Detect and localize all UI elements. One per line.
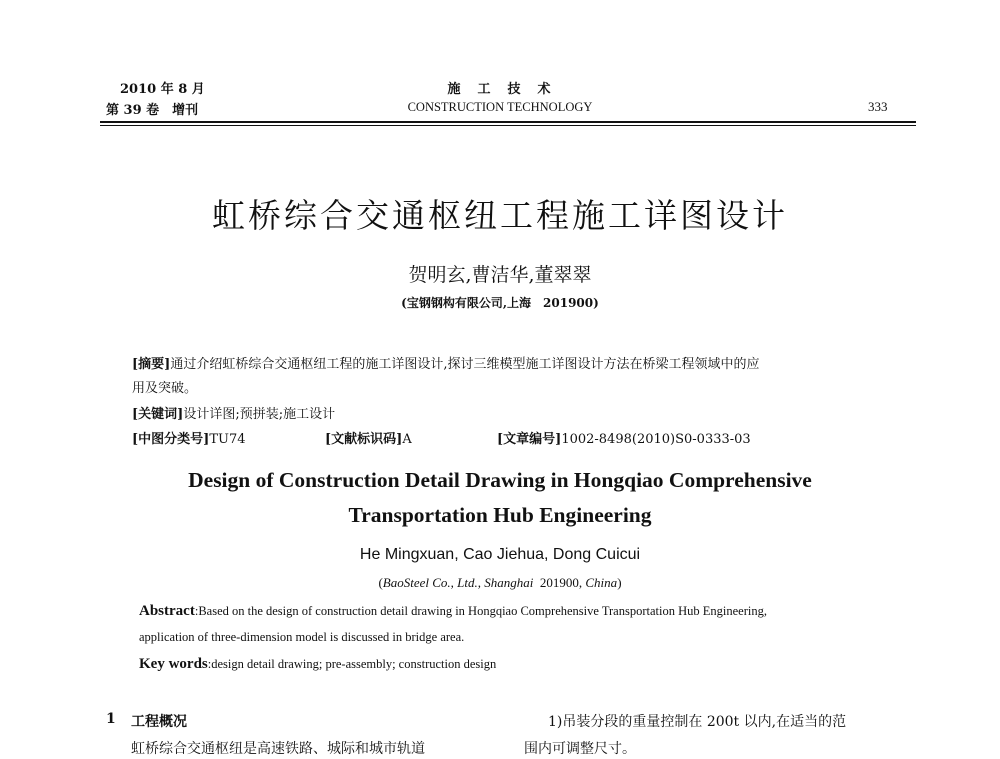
authors-cn: 贺明玄,曹洁华,董翠翠 xyxy=(408,264,592,286)
keywords-cn-label: [关键词] xyxy=(132,407,184,422)
abstract-cn-text: 通过介绍虹桥综合交通枢纽工程的施工详图设计,探讨三维模型施工详图设计方法在桥梁工程领域中的应 xyxy=(170,357,760,372)
paper-title-en-line1: Design of Construction Detail Drawing in Hongqiao Comprehensive xyxy=(188,468,812,492)
keywords-en-text: design detail drawing; pre-assembly; construction design xyxy=(211,657,497,671)
clc-number xyxy=(132,428,245,447)
abstract-en-line2: application of three-dimension model is discussed in bridge area. xyxy=(139,630,465,644)
doc-code-value: A xyxy=(402,432,412,447)
abstract-en-line1: Abstract:Based on the design of construction detail drawing in Hongqiao Comprehensive Transportation Hub Engineering, xyxy=(139,603,767,619)
section-number: 1 xyxy=(106,711,116,727)
affiliation-en-country: China xyxy=(585,575,618,590)
affiliation-en-org: BaoSteel Co., Ltd., Shanghai xyxy=(382,575,534,590)
article-number-label: [文章编号] xyxy=(497,432,562,447)
affiliation-en-close: ) xyxy=(617,575,622,590)
body-left-line: 虹桥综合交通枢纽是高速铁路、城际和城市轨道 xyxy=(131,741,425,757)
abstract-en-text: Based on the design of construction detail drawing in Hongqiao Comprehensive Transportation Hub Engineering, xyxy=(198,604,767,618)
body-right-line1: 1)吊装分段的重量控制在 200t 以内,在适当的范 xyxy=(548,714,847,730)
header-date: 2010 年 8 月 xyxy=(120,82,205,97)
article-number-value: 1002-8498(2010)S0-0333-03 xyxy=(561,432,751,447)
doc-code xyxy=(325,428,412,447)
affiliation-en-open: ( xyxy=(378,575,383,590)
abstract-cn-label: [摘要] xyxy=(132,357,171,372)
clc-value: TU74 xyxy=(209,432,246,447)
keywords-cn-text: 设计详图;预拼装;施工设计 xyxy=(183,407,336,422)
doc-code-label: [文献标识码] xyxy=(325,432,403,447)
header-rule-thick xyxy=(100,121,916,123)
keywords-cn xyxy=(132,403,335,422)
article-number xyxy=(497,428,751,447)
affiliation-cn: (宝钢钢构有限公司,上海 201900) xyxy=(401,296,599,310)
affiliation-en xyxy=(0,575,1000,591)
header-volume: 第 39 卷 增刊 xyxy=(106,103,199,118)
abstract-cn-line2: 用及突破。 xyxy=(132,381,198,396)
journal-title-en: CONSTRUCTION TECHNOLOGY xyxy=(407,100,593,114)
abstract-cn-line1 xyxy=(132,353,759,372)
authors-en: He Mingxuan, Cao Jiehua, Dong Cuicui xyxy=(359,546,641,563)
affiliation-en-zip: 201900, xyxy=(539,575,583,590)
page-number: 333 xyxy=(868,99,888,114)
journal-title-cn: 施 工 技 术 xyxy=(447,82,553,97)
paper-title-en-line2: Transportation Hub Engineering xyxy=(348,503,652,527)
keywords-en-label: Key words xyxy=(139,656,208,672)
paper-title-cn: 虹桥综合交通枢纽工程施工详图设计 xyxy=(212,196,788,235)
keywords-en: Key words:design detail drawing; pre-assembly; construction design xyxy=(139,656,497,672)
body-right-line2: 围内可调整尺寸。 xyxy=(524,741,636,757)
abstract-en-label: Abstract xyxy=(139,603,195,619)
section-heading: 工程概况 xyxy=(131,714,187,730)
header-rule-thin xyxy=(100,125,916,126)
clc-label: [中图分类号] xyxy=(132,432,210,447)
